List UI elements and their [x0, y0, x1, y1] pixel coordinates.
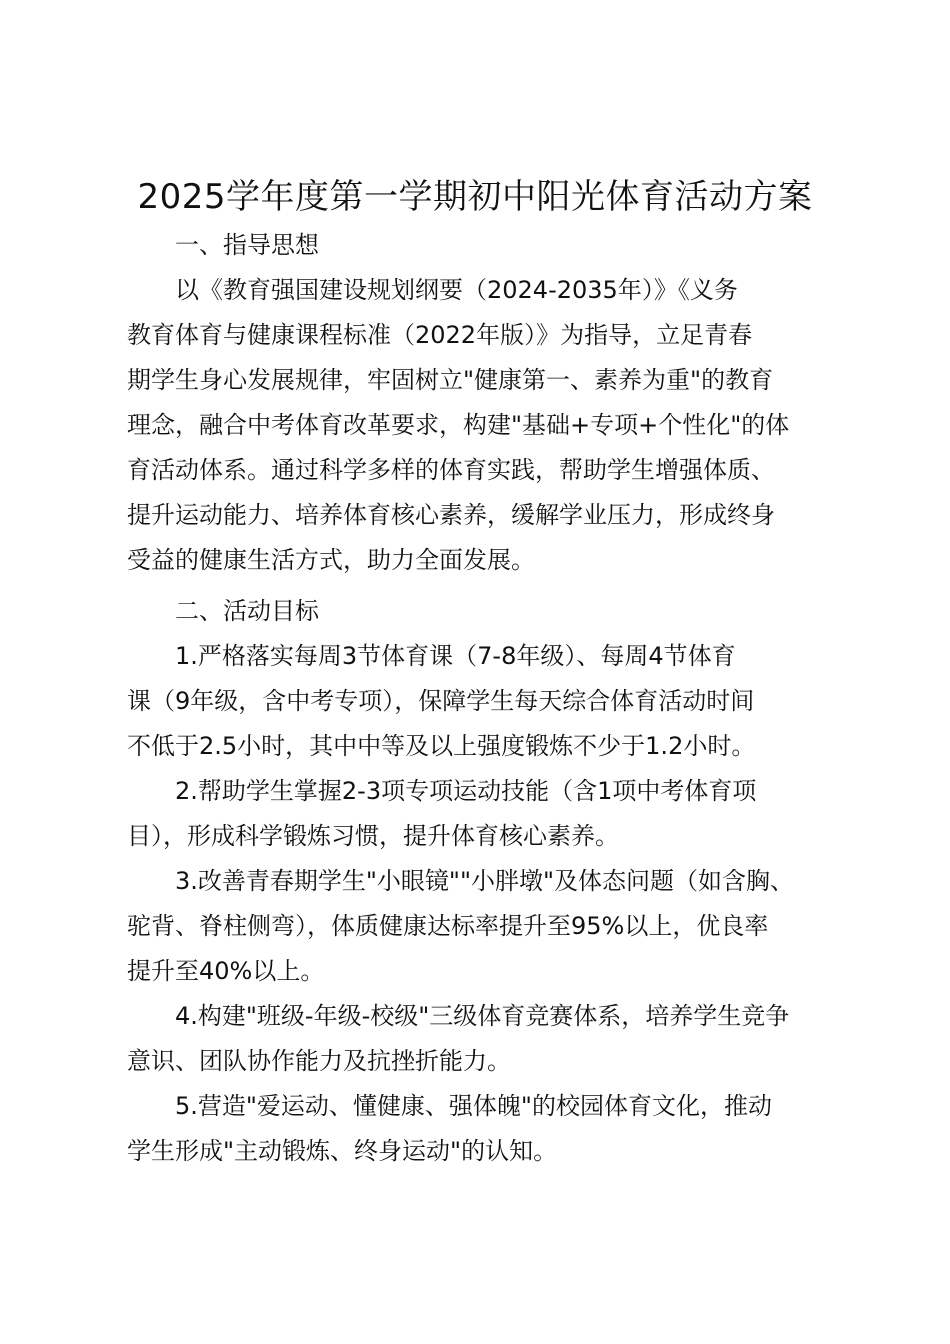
goal-item-1 [127, 634, 835, 769]
text-line: 提升运动能力、培养体育核心素养，缓解学业压力，形成终身 [127, 501, 775, 529]
goal-item-2 [127, 769, 835, 859]
text-line: 2.帮助学生掌握2-3项专项运动技能（含1项中考体育项 [175, 777, 757, 805]
text-line: 课（9年级，含中考专项），保障学生每天综合体育活动时间 [127, 687, 755, 715]
paragraph-guiding-ideology [127, 268, 835, 583]
text-line: 教育体育与健康课程标准（2022年版）》为指导，立足青春 [127, 321, 753, 349]
text-line: 理念，融合中考体育改革要求，构建"基础+专项+个性化"的体 [127, 411, 790, 439]
text-line: 不低于2.5小时，其中中等及以上强度锻炼不少于1.2小时。 [127, 732, 756, 760]
goal-item-4 [127, 994, 835, 1084]
text-line: 期学生身心发展规律，牢固树立"健康第一、素养为重"的教育 [127, 366, 774, 394]
section-heading-guiding-ideology: 一、指导思想 [175, 231, 319, 259]
text-line: 提升至40%以上。 [127, 957, 325, 985]
goal-item-3 [127, 859, 835, 994]
document-body [127, 223, 835, 1174]
text-line: 育活动体系。通过科学多样的体育实践，帮助学生增强体质、 [127, 456, 775, 484]
text-line: 5.营造"爱运动、懂健康、强体魄"的校园体育文化，推动 [175, 1092, 772, 1120]
text-line: 目），形成科学锻炼习惯，提升体育核心素养。 [127, 822, 619, 850]
goal-item-5 [127, 1084, 835, 1174]
text-line: 以《教育强国建设规划纲要（2024-2035年）》《义务 [175, 276, 738, 304]
text-line: 4.构建"班级-年级-校级"三级体育竞赛体系，培养学生竞争 [175, 1002, 790, 1030]
text-line: 意识、团队协作能力及抗挫折能力。 [127, 1047, 511, 1075]
text-line: 受益的健康生活方式，助力全面发展。 [127, 546, 535, 574]
text-line: 3.改善青春期学生"小眼镜""小胖墩"及体态问题（如含胸、 [175, 867, 795, 895]
section-heading-activity-goals: 二、活动目标 [175, 597, 319, 625]
text-line: 1.严格落实每周3节体育课（7-8年级）、每周4节体育 [175, 642, 736, 670]
text-line: 学生形成"主动锻炼、终身运动"的认知。 [127, 1137, 558, 1165]
text-line: 驼背、脊柱侧弯），体质健康达标率提升至95%以上，优良率 [127, 912, 769, 940]
document-title: 2025学年度第一学期初中阳光体育活动方案 [137, 177, 813, 217]
